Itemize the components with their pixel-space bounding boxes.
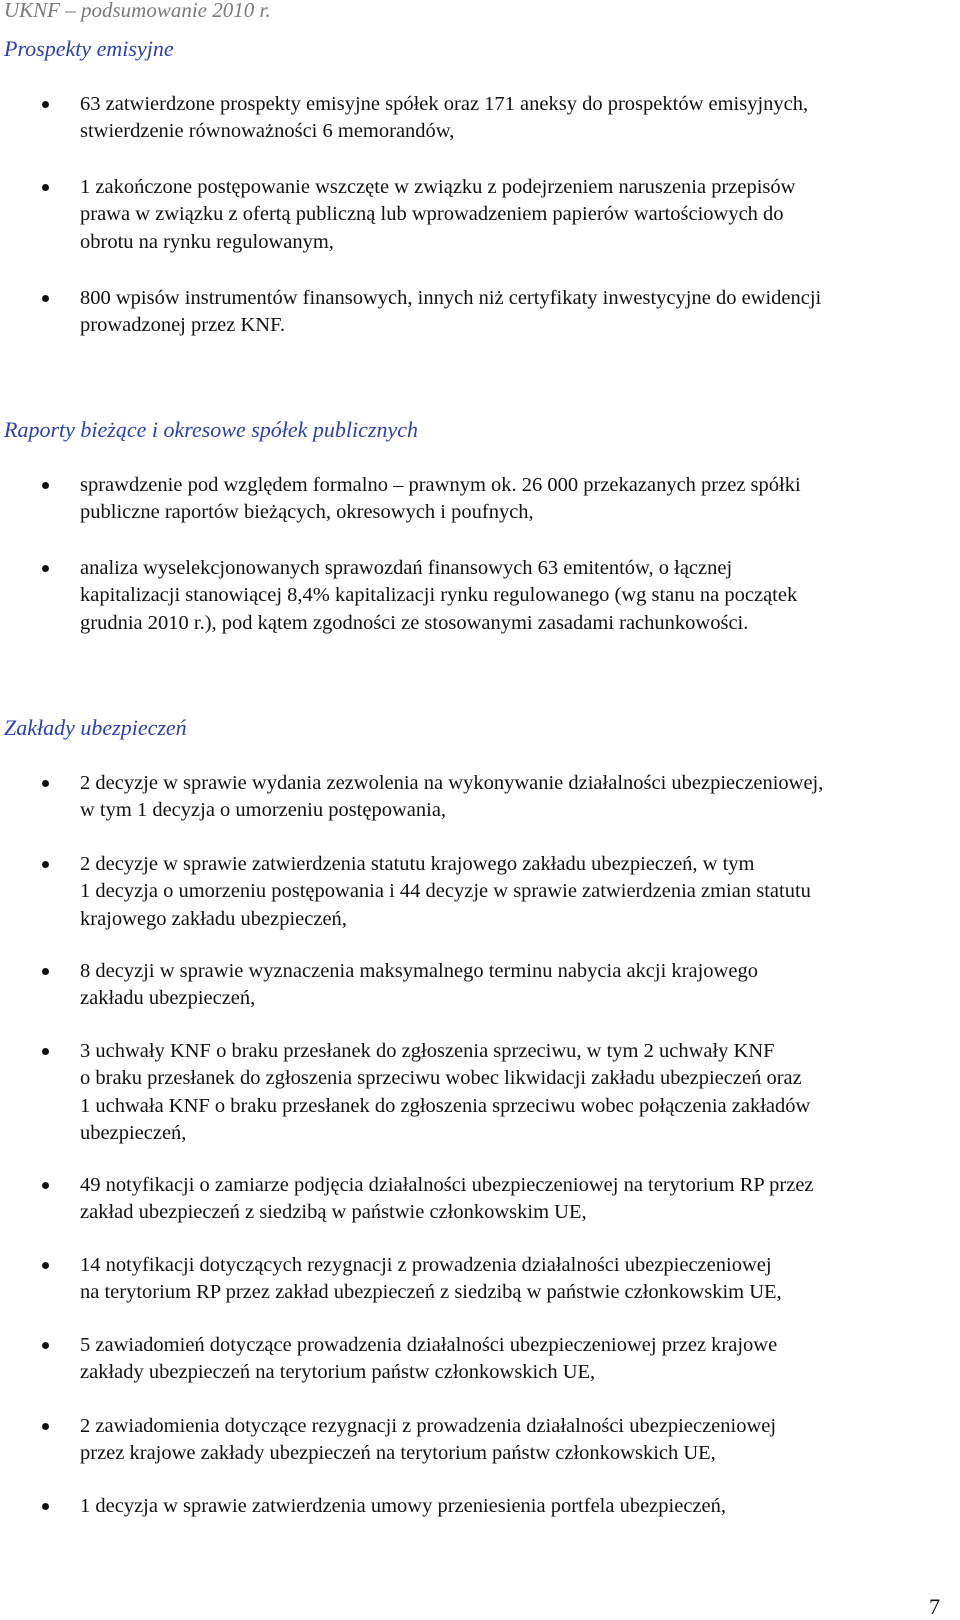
list-item-line: 1 zakończone postępowanie wszczęte w związku z podejrzeniem naruszenia przepisów	[80, 176, 796, 198]
list-item-line: zakładu ubezpieczeń,	[80, 987, 256, 1010]
bullet-icon	[42, 780, 49, 787]
list-item-line: przez krajowe zakłady ubezpieczeń na terytorium państw członkowskich UE,	[80, 1442, 716, 1465]
list-item	[80, 770, 960, 825]
running-header-title: UKNF – podsumowanie 2010 r.	[4, 0, 271, 22]
list-item	[80, 851, 960, 933]
list-item-line: w tym 1 decyzja o umorzeniu postępowania,	[80, 799, 447, 822]
list-item-line: obrotu na rynku regulowanym,	[80, 230, 334, 253]
bullet-icon	[42, 1342, 49, 1349]
list-item-line: 3 uchwały KNF o braku przesłanek do zgłoszenia sprzeciwu, w tym 2 uchwały KNF	[80, 1040, 775, 1062]
list-item-line: publiczne raportów bieżących, okresowych i poufnych,	[80, 501, 534, 524]
list-item-line: grudnia 2010 r.), pod kątem zgodności ze stosowanymi zasadami rachunkowości.	[80, 611, 749, 634]
list-item-line: 800 wpisów instrumentów finansowych, innych niż certyfikaty inwestycyjne do ewidencji	[80, 287, 822, 309]
section-heading-insurance: Zakłady ubezpieczeń	[4, 715, 187, 740]
bullet-icon	[42, 565, 49, 572]
list-item	[80, 1413, 960, 1468]
list-item	[80, 1252, 960, 1307]
page-number: 7	[929, 1594, 940, 1619]
list-item-line: stwierdzenie równoważności 6 memorandów,	[80, 120, 455, 143]
list-item	[80, 1038, 960, 1148]
bullet-icon	[42, 101, 49, 108]
list-item-line: na terytorium RP przez zakład ubezpieczeń z siedzibą w państwie członkowskim UE,	[80, 1281, 782, 1304]
list-item	[80, 1332, 960, 1387]
list-item-line: prowadzonej przez KNF.	[80, 314, 285, 337]
list-item-line: ubezpieczeń,	[80, 1122, 187, 1145]
list-item	[80, 285, 960, 340]
list-item-line: 2 decyzje w sprawie zatwierdzenia statutu krajowego zakładu ubezpieczeń, w tym	[80, 853, 755, 875]
bullet-icon	[42, 295, 49, 302]
list-item-line: prawa w związku z ofertą publiczną lub wprowadzeniem papierów wartościowych do	[80, 203, 784, 226]
list-item-line: zakłady ubezpieczeń na terytorium państw członkowskich UE,	[80, 1361, 596, 1384]
list-item-line: 2 decyzje w sprawie wydania zezwolenia na wykonywanie działalności ubezpieczeniowej,	[80, 772, 824, 794]
list-item-line: sprawdzenie pod względem formalno – prawnym ok. 26 000 przekazanych przez spółki	[80, 474, 801, 496]
bullet-icon	[42, 968, 49, 975]
list-item	[80, 1493, 960, 1520]
list-item	[80, 472, 960, 527]
bullet-icon	[42, 184, 49, 191]
list-item-line: o braku przesłanek do zgłoszenia sprzeciwu wobec likwidacji zakładu ubezpieczeń oraz	[80, 1067, 802, 1090]
list-item	[80, 174, 960, 256]
list-item	[80, 958, 960, 1013]
list-item-line: 2 zawiadomienia dotyczące rezygnacji z prowadzenia działalności ubezpieczeniowej	[80, 1415, 777, 1437]
list-item	[80, 555, 960, 637]
bullet-icon	[42, 482, 49, 489]
list-item-line: 5 zawiadomień dotyczące prowadzenia działalności ubezpieczeniowej przez krajowe	[80, 1334, 778, 1356]
section-heading-prospectuses: Prospekty emisyjne	[4, 36, 174, 61]
bullet-icon	[42, 1262, 49, 1269]
list-item-line: 8 decyzji w sprawie wyznaczenia maksymalnego terminu nabycia akcji krajowego	[80, 960, 758, 982]
bullet-icon	[42, 1503, 49, 1510]
list-item	[80, 91, 960, 146]
list-item-line: zakład ubezpieczeń z siedzibą w państwie członkowskim UE,	[80, 1201, 587, 1224]
list-item-line: krajowego zakładu ubezpieczeń,	[80, 907, 347, 930]
list-item-line: 63 zatwierdzone prospekty emisyjne spółek oraz 171 aneksy do prospektów emisyjnych,	[80, 93, 809, 115]
list-item-line: kapitalizacji stanowiącej 8,4% kapitalizacji rynku regulowanego (wg stanu na początek	[80, 584, 798, 607]
list-item-line: 1 uchwała KNF o braku przesłanek do zgłoszenia sprzeciwu wobec połączenia zakładów	[80, 1094, 811, 1117]
bullet-icon	[42, 1048, 49, 1055]
bullet-icon	[42, 1423, 49, 1430]
list-item	[80, 1172, 960, 1227]
bullet-icon	[42, 861, 49, 868]
section-heading-reports: Raporty bieżące i okresowe spółek publicznych	[4, 417, 419, 442]
list-item-line: 14 notyfikacji dotyczących rezygnacji z prowadzenia działalności ubezpieczeniowej	[80, 1254, 772, 1276]
list-item-line: analiza wyselekcjonowanych sprawozdań finansowych 63 emitentów, o łącznej	[80, 557, 733, 579]
bullet-icon	[42, 1182, 49, 1189]
list-item-line: 49 notyfikacji o zamiarze podjęcia działalności ubezpieczeniowej na terytorium RP przez	[80, 1174, 814, 1196]
list-item-line: 1 decyzja o umorzeniu postępowania i 44 decyzje w sprawie zatwierdzenia zmian statutu	[80, 880, 811, 903]
list-item-line: 1 decyzja w sprawie zatwierdzenia umowy przeniesienia portfela ubezpieczeń,	[80, 1495, 727, 1517]
